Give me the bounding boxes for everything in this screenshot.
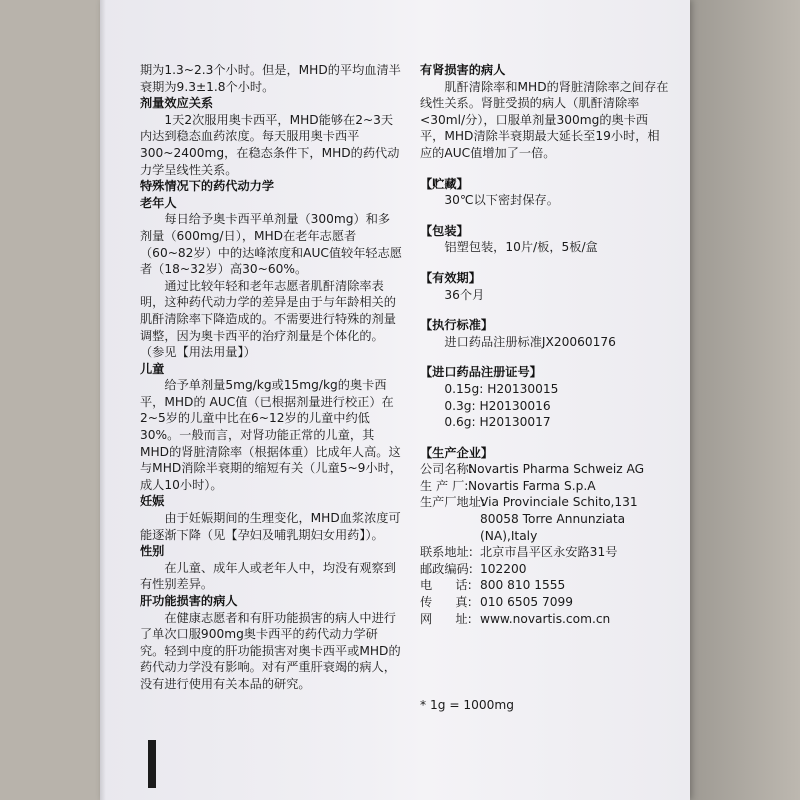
standard-text: 进口药品注册标准JX20060176 (444, 334, 616, 349)
contact-value: 北京市昌平区永安路31号 (480, 545, 618, 560)
factory-address-label: 生产厂地址: (420, 495, 486, 510)
tel-value: 800 810 1555 (480, 578, 566, 593)
registration-item: 0.6g: H20130017 (444, 415, 551, 430)
fax-row (420, 594, 670, 611)
factory-address-line-1: Via Provinciale Schito,131 (480, 495, 638, 510)
unit-footnote: * 1g = 1000mg (420, 698, 515, 713)
standard-heading: 【执行标准】 (420, 318, 494, 333)
left-column (140, 62, 402, 693)
dose-paragraph: 1天2次服用奥卡西平，MHD能够在2~3天内达到稳态血药浓度。每天服用奥卡西平300~2400mg，在稳态条件下，MHD的药代动力学呈线性关系。 (140, 112, 400, 177)
validity-text: 36个月 (444, 287, 485, 302)
tel-row (420, 577, 670, 594)
liver-paragraph: 在健康志愿者和有肝功能损害的病人中进行了单次口服900mg奥卡西平的药代动力学研究。轻到中度的肝功能损害对奥卡西平或MHD的药代动力学没有影响。对有严重肝衰竭的病人，没有进行使用有关本品的研究。 (140, 610, 401, 691)
right-column (420, 62, 670, 714)
factory-value: Novartis Farma S.p.A (468, 478, 596, 493)
zip-row (420, 561, 670, 578)
package-heading: 【包装】 (420, 223, 469, 238)
website-label: 网 址: (420, 611, 472, 626)
elderly-paragraph-1: 每日给予奥卡西平单剂量（300mg）和多剂量（600mg/日），MHD在老年志愿者（60~82岁）中的达峰浓度和AUC值较年轻志愿者（18~32岁）高30~60%。 (140, 212, 402, 277)
manufacturer-heading: 【生产企业】 (420, 445, 494, 460)
registration-item: 0.15g: H20130015 (444, 381, 559, 396)
elderly-paragraph-2: 通过比较年轻和老年志愿者肌酐清除率表明，这种药代动力学的差异是由于与年龄相关的肌酐清除率下降造成的。不需要进行特殊的剂量调整，因为奥卡西平的治疗剂量是个体化的。（参见【用法用量】） (140, 278, 396, 360)
renal-paragraph: 肌酐清除率和MHD的肾脏清除率之间存在线性关系。肾脏受损的病人（肌酐清除率<30ml/分），口服单剂量300mg的奥卡西平，MHD清除半衰期最大延长至19小时，相应的AUC值增加了一倍。 (420, 79, 669, 160)
special-pk-heading: 特殊情况下的药代动力学 (140, 179, 275, 194)
company-value: Novartis Pharma Schweiz AG (468, 462, 645, 477)
paper-edge-shadow (100, 0, 106, 800)
gender-paragraph: 在儿童、成年人或老年人中，均没有观察到有性别差异。 (140, 560, 396, 592)
company-label: 公司名称: (420, 462, 473, 477)
pregnancy-heading: 妊娠 (140, 494, 165, 509)
zip-value: 102200 (480, 561, 527, 576)
elderly-heading: 老年人 (140, 195, 177, 210)
background-right (690, 0, 800, 800)
package-text: 铝塑包装，10片/板，5板/盒 (444, 240, 598, 255)
pregnancy-paragraph: 由于妊娠期间的生理变化，MHD血浆浓度可能逐渐下降（见【孕妇及哺乳期妇女用药】）。 (140, 511, 401, 542)
renal-heading: 有肾损害的病人 (420, 63, 506, 77)
website-row (420, 611, 670, 628)
zip-label: 邮政编码: (420, 561, 473, 576)
gender-heading: 性别 (140, 544, 165, 559)
company-row (420, 461, 670, 478)
half-life-text: 期为1.3~2.3个小时。但是，MHD的平均血清半衰期为9.3±1.8个小时。 (140, 63, 401, 94)
storage-text: 30℃以下密封保存。 (444, 193, 559, 208)
factory-address-line-2: 80058 Torre Annunziata (480, 512, 626, 527)
website-value: www.novartis.com.cn (480, 611, 611, 626)
children-heading: 儿童 (140, 361, 165, 376)
dose-heading: 剂量效应关系 (140, 96, 214, 111)
tel-label: 电 话: (420, 578, 472, 593)
black-bar-mark (148, 740, 156, 788)
factory-row (420, 478, 670, 495)
registration-heading: 【进口药品注册证号】 (420, 365, 542, 380)
fax-label: 传 真: (420, 595, 472, 610)
factory-address-row (420, 494, 670, 511)
fax-value: 010 6505 7099 (480, 595, 574, 610)
validity-heading: 【有效期】 (420, 270, 481, 285)
contact-row (420, 544, 670, 561)
children-paragraph: 给予单剂量5mg/kg或15mg/kg的奥卡西平，MHD的 AUC值（已根据剂量进行校正）在2~5岁的儿童中比在6~12岁的儿童中约低30%。一般而言，对肾功能正常的儿童，其MHD的肾脏清除率（根据体重）比成年人高。这与MHD消除半衰期的缩短有关（儿童5~9小时，成人10小时）。 (140, 378, 402, 492)
liver-heading: 肝功能损害的病人 (140, 594, 238, 608)
contact-label: 联系地址: (420, 545, 473, 560)
factory-label: 生 产 厂: (420, 478, 469, 493)
storage-heading: 【贮藏】 (420, 176, 469, 191)
factory-address-line-3: (NA),Italy (480, 528, 538, 543)
registration-item: 0.3g: H20130016 (444, 398, 551, 413)
